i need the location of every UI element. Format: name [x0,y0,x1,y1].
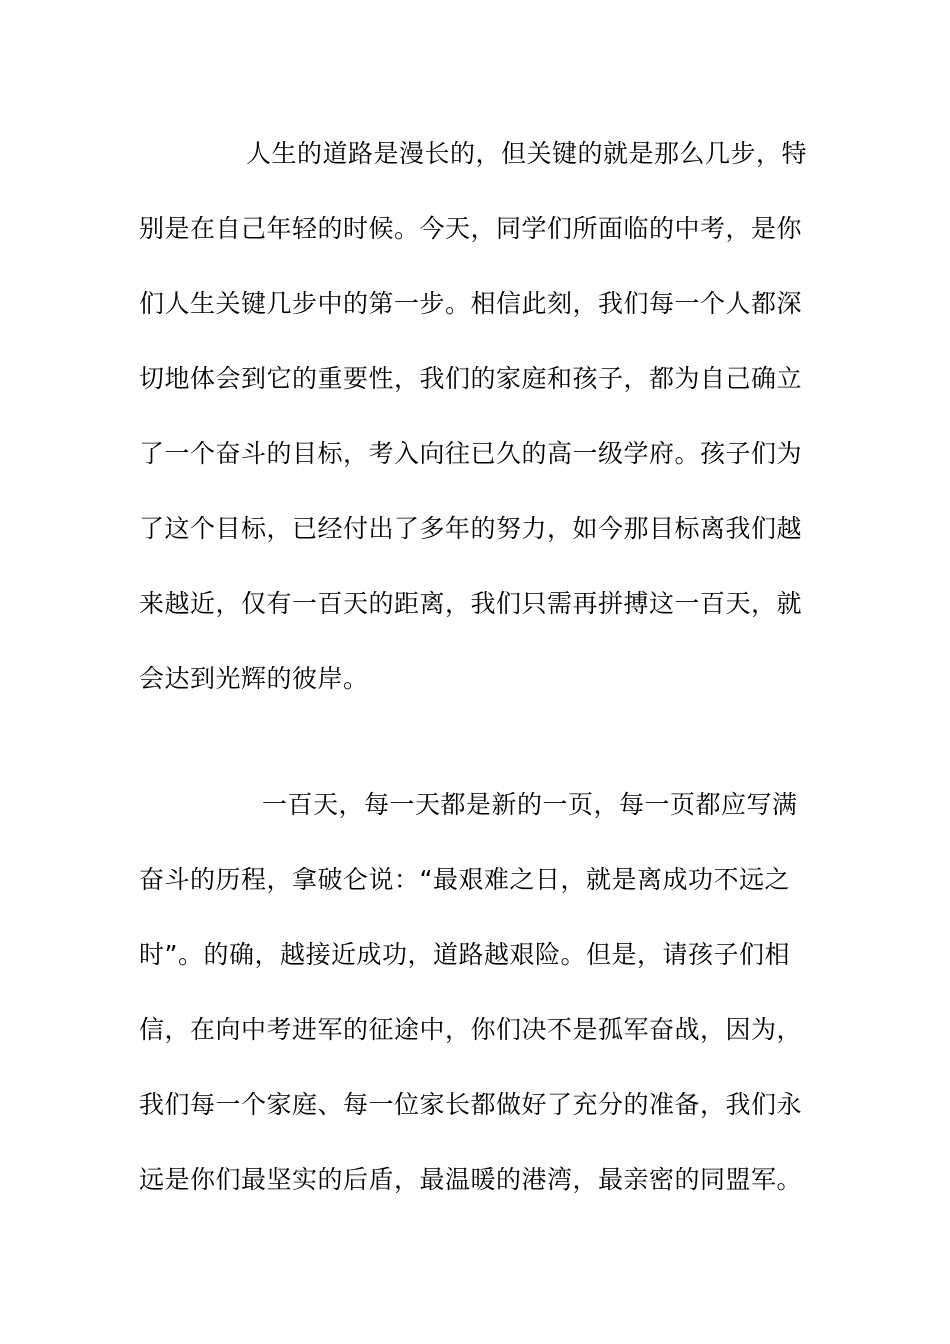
text-line: 我们每一个家庭、每一位家长都做好了充分的准备，我们永 [139,1090,803,1119]
text-line: 人生的道路是漫长的，但关键的就是那么几步，特 [246,139,808,168]
text-line: 信，在向中考进军的征途中，你们决不是孤军奋战，因为， [139,1015,803,1044]
text-line: 了一个奋斗的目标，考入向往已久的高一级学府。孩子们为 [139,439,803,468]
paragraph-2 [139,783,811,1233]
text-line: 切地体会到它的重要性，我们的家庭和孩子，都为自己确立 [139,364,803,393]
text-line: 来越近，仅有一百天的距离，我们只需再拼搏这一百天，就 [139,589,803,618]
text-line: 会达到光辉的彼岸。 [139,664,369,693]
text-line: 奋斗的历程，拿破仑说：“最艰难之日，就是离成功不远之 [139,865,790,894]
text-line: 别是在自己年轻的时候。今天，同学们所面临的中考，是你 [139,214,803,243]
text-line: 一百天，每一天都是新的一页，每一页都应写满 [262,790,798,819]
paragraph-1 [139,132,811,732]
text-line: 了这个目标，已经付出了多年的努力，如今那目标离我们越 [139,514,803,543]
text-line: 们人生关键几步中的第一步。相信此刻，我们每一个人都深 [139,289,803,318]
text-line: 远是你们最坚实的后盾，最温暖的港湾，最亲密的同盟军。 [139,1165,803,1194]
text-line: 时”。的确，越接近成功，道路越艰险。但是，请孩子们相 [139,940,790,969]
